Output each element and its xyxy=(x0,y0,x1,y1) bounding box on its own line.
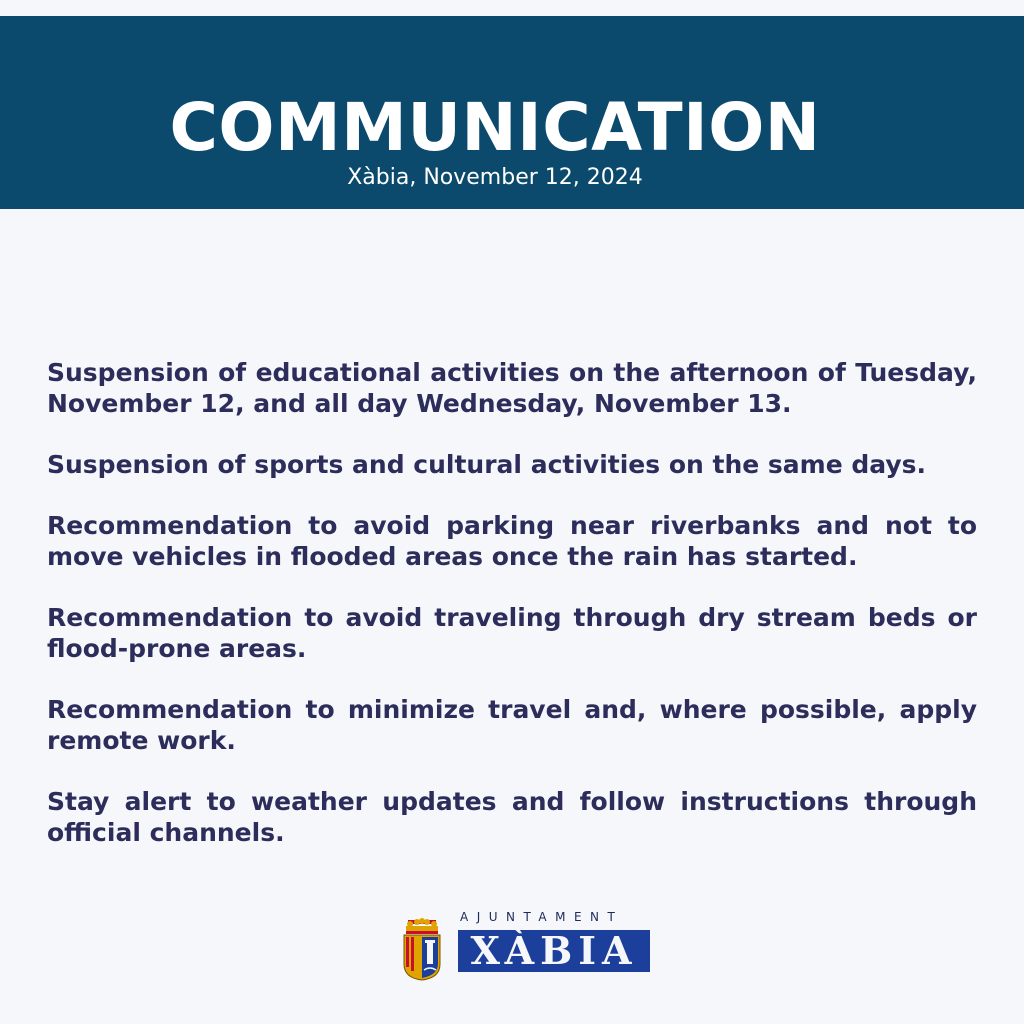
announcement-body xyxy=(47,357,977,878)
coat-of-arms-icon xyxy=(398,918,446,982)
date-line: Xàbia, November 12, 2024 xyxy=(347,165,643,190)
logo-xabia-wordmark: XÀBIA xyxy=(458,930,650,972)
logo-ajuntament-text: AJUNTAMENT xyxy=(460,910,624,924)
paragraph-educational-suspension: Suspension of educational activities on the afternoon of Tuesday, November 12, and all day Wednesday, November 13. xyxy=(47,358,977,418)
paragraph-remote-work-recommendation: Recommendation to minimize travel and, where possible, apply remote work. xyxy=(47,695,977,755)
page-title: COMMUNICATION xyxy=(169,89,821,166)
paragraph-stream-bed-recommendation: Recommendation to avoid traveling through dry stream beds or flood-prone areas. xyxy=(47,603,977,663)
paragraph-stay-alert: Stay alert to weather updates and follow instructions through official channels. xyxy=(47,787,977,847)
paragraph-sports-suspension: Suspension of sports and cultural activities on the same days. xyxy=(47,450,927,479)
paragraph-parking-recommendation: Recommendation to avoid parking near riverbanks and not to move vehicles in flooded areas once the rain has started. xyxy=(47,511,977,571)
header-banner xyxy=(0,16,1024,209)
ajuntament-logo xyxy=(398,910,654,976)
